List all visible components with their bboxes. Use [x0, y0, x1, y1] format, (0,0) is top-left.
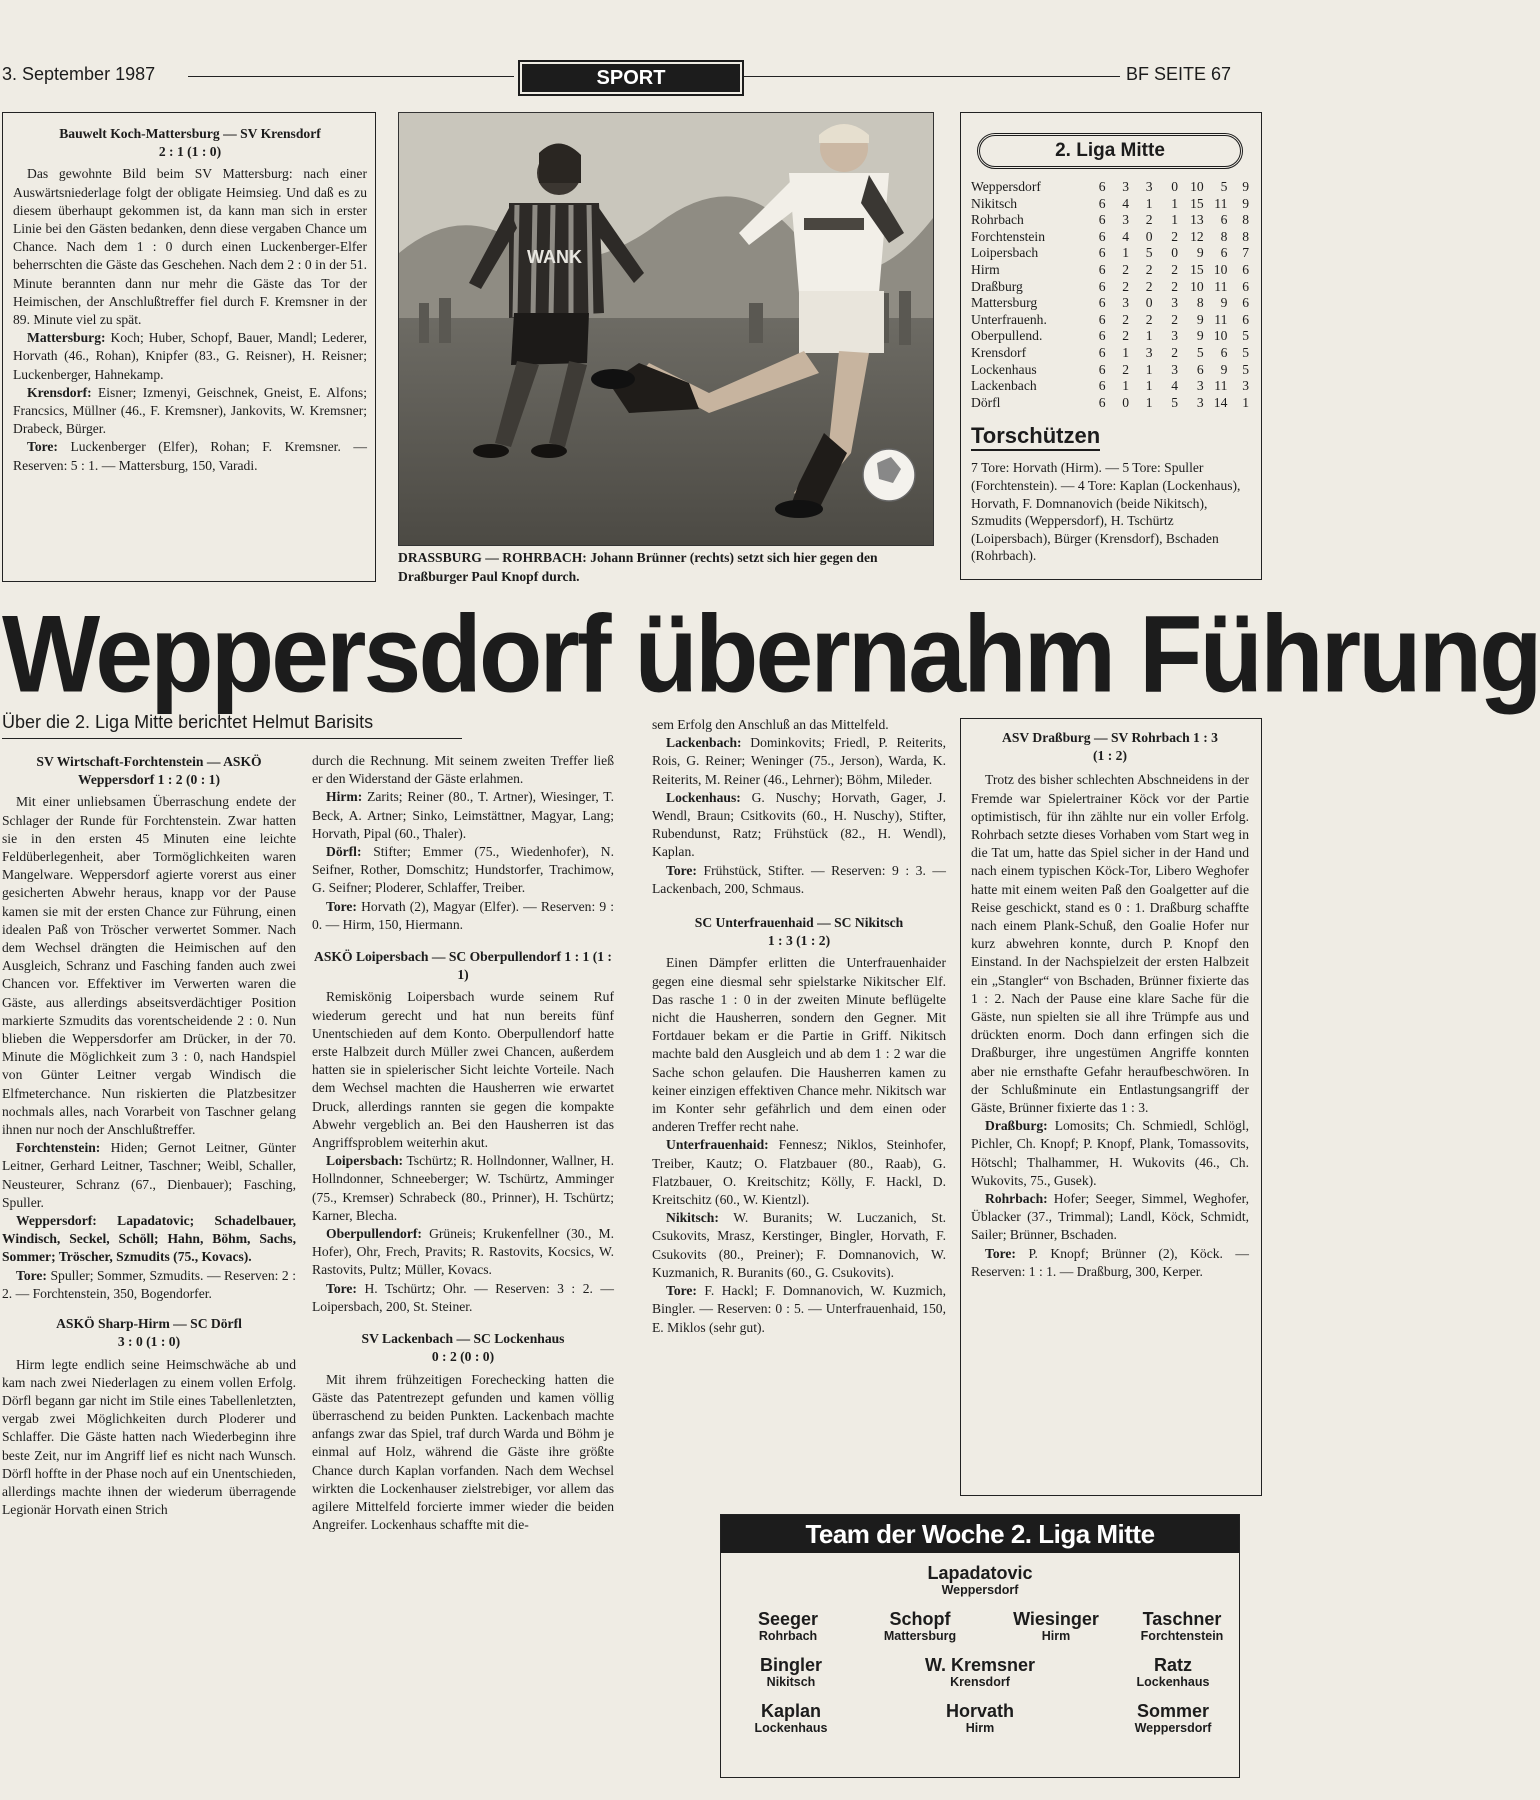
standings-value: 2	[1145, 278, 1153, 294]
team-player	[733, 1609, 843, 1644]
goals-label: Tore:	[985, 1245, 1016, 1261]
standings-team: Rohrbach	[971, 212, 1024, 228]
standings-value: 15	[1190, 195, 1204, 211]
standings-value: 3	[1196, 378, 1204, 394]
standings-value: 2	[1171, 344, 1179, 360]
lineup-label: Unterfrauenhaid:	[666, 1137, 769, 1153]
header-rule-left	[188, 76, 514, 77]
standings-row	[971, 362, 1249, 379]
standings-value: 6	[1220, 344, 1228, 360]
team-player-name: Sommer	[1136, 1701, 1210, 1721]
team-player	[1001, 1609, 1111, 1644]
standings-row	[971, 395, 1249, 412]
standings-box	[960, 112, 1262, 580]
standings-value: 9	[1242, 179, 1249, 194]
lineup-text: Dominkovits; Friedl, P. Reiterits, Rois, G. Reiner; Weninger (75., Jerson), Warda, K. Reiterits, M. Reiner (46., Lehrner); Böhm, Mileder.	[652, 735, 946, 787]
team-player-club: Mattersburg	[883, 1629, 957, 1643]
standings-value: 2	[1122, 361, 1130, 377]
team-player-name: Horvath	[945, 1701, 1014, 1721]
lineup-label: Rohrbach:	[985, 1191, 1048, 1207]
standings-value: 6	[1098, 179, 1106, 194]
goals-text: Frühstück, Stifter. — Reserven: 9 : 3. — Lackenbach, 200, Schmaus.	[652, 862, 946, 896]
match-photo	[398, 112, 934, 546]
standings-value: 5	[1196, 344, 1204, 360]
standings-value: 9	[1220, 295, 1228, 311]
standings-value: 2	[1145, 311, 1153, 327]
standings-value: 11	[1214, 278, 1228, 294]
standings-value: 6	[1098, 278, 1106, 294]
team-title: Team der Woche 2. Liga Mitte	[805, 1519, 1155, 1549]
lineup-label: Draßburg:	[985, 1118, 1048, 1134]
standings-value: 6	[1220, 212, 1228, 228]
match-score: 2 : 1 (1 : 0)	[158, 144, 222, 160]
team-player	[910, 1655, 1050, 1690]
standings-value: 6	[1098, 378, 1106, 394]
goals-label: Tore:	[16, 1267, 47, 1283]
goals-label: Tore:	[326, 1280, 357, 1296]
team-player	[865, 1609, 975, 1644]
standings-value: 5	[1242, 361, 1249, 377]
standings-row	[971, 179, 1249, 196]
standings-value: 1	[1171, 195, 1179, 211]
lineup-text: Fennesz; Niklos, Steinhofer, Treiber, Kautz; O. Flatzbauer (80., Raab), G. Flatzbauer, O. Kreitschitz; Kölly, F. Hackl, D. Kreitschitz (60., W. Kientzl).	[652, 1137, 946, 1208]
scorers-title: Torschützen	[971, 423, 1100, 451]
standings-row	[971, 312, 1249, 329]
team-player-club: Nikitsch	[766, 1675, 816, 1689]
standings-value: 11	[1214, 378, 1228, 394]
team-player-name: W. Kremsner	[924, 1655, 1036, 1675]
standings-row	[971, 212, 1249, 229]
match-body: Remiskönig Loipersbach wurde seinem Ruf wiederum gerecht und hat nun bereits fünf Unentschieden auf dem Konto. Oberpullendorf hatte erste Halbzeit durch Müller zwei Chancen, außerdem hatten sie in spielerischer Sicht leichte Vorteile. Nach dem Wechsel machten die Hausherren wie erwartet Druck, allerdings rannten sie gegen die kompakte Abwehr vergeblich an. Bei den Hausherren ist das Angriffsproblem weiterhin akut.	[312, 989, 614, 1151]
match-score: (1 : 2)	[1093, 748, 1127, 764]
header-date: 3. September 1987	[2, 64, 156, 84]
standings-value: 9	[1196, 328, 1204, 344]
team-player	[910, 1701, 1050, 1736]
standings-team: Forchtenstein	[971, 228, 1045, 244]
match-title: SC Unterfrauenhaid — SC Nikitsch	[694, 915, 904, 931]
standings-team: Krensdorf	[971, 344, 1027, 360]
standings-value: 1	[1242, 394, 1249, 410]
lineup-label: Forchtenstein:	[16, 1140, 101, 1156]
standings-team: Hirm	[971, 261, 1000, 277]
lineup-label: Oberpullendorf:	[326, 1226, 422, 1242]
standings-value: 6	[1098, 245, 1106, 261]
photo-caption: DRASSBURG — ROHRBACH: Johann Brünner (rechts) setzt sich hier gegen den Draßburger Paul Knopf durch.	[398, 550, 878, 584]
article-column-3	[652, 716, 946, 1337]
standings-value: 0	[1171, 179, 1179, 194]
team-player-club: Lockenhaus	[754, 1721, 828, 1735]
lineup-label: Lockenhaus:	[666, 789, 741, 805]
match-title: SV Wirtschaft-Forchtenstein — ASKÖ Weppersdorf 1 : 2 (0 : 1)	[36, 754, 262, 788]
match-title: ASV Draßburg — SV Rohrbach 1 : 3	[1002, 730, 1218, 745]
standings-value: 4	[1122, 195, 1130, 211]
standings-row	[971, 245, 1249, 262]
scorers-text: 7 Tore: Horvath (Hirm). — 5 Tore: Spuller (Forchtenstein). — 4 Tore: Kaplan (Lockenhaus), Horvath, F. Domnanovich (beide Nikitsch), Szmudits (Weppersdorf), H. Tschürtz (Loipersbach), Bürger (Krensdorf), Bschaden (Rohrbach).	[971, 460, 1241, 564]
team-title-bar	[721, 1515, 1239, 1553]
section-title: SPORT	[596, 67, 666, 89]
standings-value: 2	[1171, 311, 1179, 327]
team-player-club: Rohrbach	[758, 1629, 818, 1643]
match-body: Einen Dämpfer erlitten die Unterfrauenhaider gegen eine diesmal sehr spielstarke Nikitscher Elf. Das rasche 1 : 0 in der zweiten Minute beflügelte nicht die Hausherren, sondern den Gegner. Mit Fortdauer bekam er die Partie in Griff. Nikitsch machte bald den Ausgleich und ab dem 1 : 2 war die Sache schon gelaufen. Die Hausherren kamen zu keiner einzigen effektiven Chance mehr. Nikitsch war im Konter sehr gefährlich und dem einen oder anderen Treffer recht nahe.	[652, 955, 946, 1135]
match-report-drassburg-rohrbach	[960, 718, 1262, 1496]
standings-value: 6	[1098, 311, 1106, 327]
standings-value: 6	[1098, 195, 1106, 211]
lineup-text: G. Nuschy; Horvath, Gager, J. Wendl, Braun; Csitkovits (60., H. Nuschy), Stifter, Rubendunst, Ratz; Frühstück (82., H. Wendl), Kaplan.	[652, 789, 946, 860]
standings-value: 9	[1242, 195, 1249, 211]
goals-label: Tore:	[666, 1283, 697, 1299]
standings-value: 5	[1242, 344, 1249, 360]
standings-value: 3	[1171, 295, 1179, 311]
standings-value: 1	[1145, 195, 1153, 211]
lineup-text: Grüneis; Krukenfellner (30., M. Hofer), Ohr, Frech, Pravits; R. Rastovits, Kocsics, W. Rastovits, Pultz; Müller, Kovacs.	[312, 1226, 614, 1278]
team-player-name: Wiesinger	[1013, 1609, 1099, 1629]
goals-text: F. Hackl; F. Domnanovich, W. Kuzmich, Bingler. — Reserven: 0 : 5. — Unterfrauenhaid, 150, E. Miklos (sehr gut).	[652, 1283, 946, 1335]
standings-team: Lackenbach	[971, 378, 1037, 394]
team-player-club: Lockenhaus	[1136, 1675, 1210, 1689]
goals-text: H. Tschürtz; Ohr. — Reserven: 3 : 2. — Loipersbach, 200, St. Steiner.	[312, 1280, 614, 1314]
goals-text: Horvath (2), Magyar (Elfer). — Reserven: 9 : 0. — Hirm, 150, Hiermann.	[312, 898, 614, 932]
team-player-club: Hirm	[1041, 1629, 1071, 1643]
standings-value: 1	[1145, 394, 1153, 410]
lineup-text: Lomosits; Ch. Schmiedl, Schlögl, Pichler, Ch. Knopf; P. Knopf, Plank, Tomassovits, Hötschl; Thalhammer, H. Wukovits (46., Ch. Wukovits, 75., Gusek).	[971, 1118, 1249, 1188]
lineup-text: Koch; Huber, Schopf, Bauer, Mandl; Lederer, Horvath (46., Rohan), Knipfer (83., G. Reisner), H. Reisner; Luckenberger, Hahnekamp.	[13, 330, 367, 382]
lineup-label: Dörfl:	[326, 844, 362, 860]
match-title: ASKÖ Loipersbach — SC Oberpullendorf 1 : 1 (1 : 1)	[314, 949, 612, 983]
match-body: Hirm legte endlich seine Heimschwäche ab und kam nach zwei Niederlagen zu einem vollen Erfolg. Dörfl begann gar nicht im Stile eines Tabellenletzten, vergab zwei Möglichkeiten durch Ploderer und Schlaffer. Die Gäste hatten nach Wiederbeginn ihre beste Zeit, nur im Angriff lief es nicht nach Wunsch. Dörfl hoffte in der Phase noch auf ein Unentschieden, allerdings machte ihnen der wiederum überragende Legionär Horvath einen Strich	[2, 1356, 296, 1518]
lineup-text: Stifter; Emmer (75., Wiedenhofer), N. Seifner, Rother, Domschitz; Hundstorfer, Trachimow, G. Seifner; Ploderer, Schlaffer, Treiber.	[312, 844, 615, 896]
standings-team: Unterfrauenh.	[971, 311, 1047, 327]
standings-value: 3	[1145, 344, 1153, 360]
match-title: SV Lackenbach — SC Lockenhaus	[361, 1331, 565, 1347]
standings-value: 6	[1242, 278, 1249, 294]
standings-value: 2	[1145, 212, 1153, 228]
goals-text: Spuller; Sommer, Szmudits. — Reserven: 2 : 2. — Forchtenstein, 350, Bogendorfer.	[2, 1267, 296, 1301]
standings-value: 11	[1214, 311, 1228, 327]
goals-text: Luckenberger (Elfer), Rohan; F. Kremsner. — Reserven: 5 : 1. — Mattersburg, 150, Varadi.	[13, 439, 367, 473]
lineup-text: W. Buranits; W. Luczanich, St. Csukovits, Mrasz, Kerstinger, Bingler, Horvath, F. Csukovits (80., Preiner); F. Domnanovich, W. Kuzmanich, R. Buranits (60., G. Csukovits).	[652, 1210, 947, 1280]
match-body: Mit einer unliebsamen Überraschung endete der Schlager der Runde für Forchtenstein. Zwar hatten sie in den ersten 45 Minuten eine leichte Feldüberlegenheit, aber Tormöglichkeiten waren Mangelware. Weppersdorf agierte vorerst aus einer gesicherten Abwehr heraus, knapp vor der Pause kamen sie mit der ersten Chance zur Führung, einen idealen Paß von Tröscher verwertet Sommer. Nach dem Wechsel drängten die Heimischen auf den Ausgleich, Schranz und Fasching fanden auch zwei Chancen vor. Effektiver im Verwerten waren die Gäste, aus allerdings abseitsverdächtiger Position markierte Szmudits das vorentscheidende 2 : 0. Nun blieben die Weppersdorfer am Drücker, in der 70. Minute die Möglichkeit zum 3 : 0, nach Handspiel von Günter Leitner vergab Windisch die Elfmeterchance. Nun riskierten die Platzbesitzer nochmals alles, nach Vorarbeit von Taschner gelang ihnen nur noch der Anschlußtreffer.	[2, 794, 296, 1138]
team-player	[1103, 1701, 1243, 1736]
match-body: Mit ihrem frühzeitigen Forechecking hatten die Gäste das Patentrezept gefunden und kamen völlig überraschend zu beiden Punkten. Lackenbach machte anfangs zwar das Spiel, traf durch Warda und Böhm je einmal auf Holz, während die Gäste ihre größte Chance durch Kaplan vorfanden. Nach dem Wechsel wirkten die Lockenhauser zielstrebiger, vor allem das agilere Mittelfeld forcierte immer wieder die beiden Angreifer. Lockenhaus schaffte mit die-	[312, 1371, 614, 1533]
match-title: Bauwelt Koch-Mattersburg — SV Krensdorf	[59, 126, 321, 141]
match-score: 1 : 3 (1 : 2)	[767, 933, 831, 949]
team-player	[721, 1701, 861, 1736]
team-player-name: Ratz	[1153, 1655, 1192, 1675]
standings-row	[971, 279, 1249, 296]
lineup-text: Hiden; Gernot Leitner, Günter Leitner, Gerhard Leitner, Taschner; Weibl, Schaller, Neusteurer, Schranz (67., Dienbauer); Fasching, Spuller.	[2, 1140, 296, 1210]
standings-value: 13	[1190, 212, 1204, 228]
standings-value: 10	[1190, 179, 1204, 194]
team-player-name: Lapadatovic	[927, 1563, 1033, 1583]
standings-value: 1	[1145, 361, 1153, 377]
standings-row	[971, 378, 1249, 395]
standings-value: 1	[1122, 378, 1130, 394]
byline: Über die 2. Liga Mitte berichtet Helmut Barisits	[2, 712, 374, 732]
lineup-label: Hirm:	[326, 789, 363, 805]
standings-value: 6	[1098, 394, 1106, 410]
standings-value: 6	[1098, 361, 1106, 377]
standings-row	[971, 229, 1249, 246]
article-column-2	[312, 752, 614, 1534]
standings-value: 0	[1145, 228, 1153, 244]
team-player-club: Weppersdorf	[1134, 1721, 1212, 1735]
standings-value: 5	[1242, 328, 1249, 344]
article-column-1	[2, 745, 296, 1519]
standings-value: 2	[1171, 278, 1179, 294]
standings-value: 3	[1171, 361, 1179, 377]
lineup-text: Lapadatovic; Schadelbauer, Windisch, Seckel, Schöll; Hahn, Böhm, Sachs, Sommer; Tröscher, Szmudits (75., Kovacs).	[2, 1213, 296, 1265]
lineup-label: Weppersdorf:	[16, 1213, 97, 1229]
standings-value: 2	[1122, 278, 1130, 294]
standings-value: 10	[1213, 328, 1228, 344]
standings-value: 6	[1242, 311, 1249, 327]
byline-rule	[2, 738, 462, 739]
jersey-text: WANK	[527, 247, 582, 267]
standings-value: 1	[1145, 328, 1153, 344]
standings-value: 1	[1171, 212, 1179, 228]
team-player-club: Weppersdorf	[941, 1583, 1019, 1597]
standings-value: 3	[1122, 179, 1130, 194]
header-rule-right	[744, 76, 1120, 77]
standings-value: 3	[1122, 295, 1130, 311]
team-player-club: Krensdorf	[950, 1675, 1010, 1689]
match-body-continued: durch die Rechnung. Mit seinem zweiten Treffer ließ er den Widerstand der Gäste erlahmen.	[312, 753, 614, 787]
standings-value: 6	[1220, 245, 1228, 261]
lineup-text: Eisner; Izmenyi, Geischnek, Gneist, E. Alfons; Francsics, Müllner (46., F. Kremsner), Jankovits, W. Kremsner; Drabeck, Bürger.	[13, 384, 367, 437]
standings-value: 8	[1220, 228, 1228, 244]
standings-row	[971, 328, 1249, 345]
lineup-text: Zarits; Reiner (80., T. Artner), Wiesinger, T. Beck, A. Artner; Sinko, Leimstättner, Magyar, Lang; Horvath, Pipal (60., Thaler).	[312, 789, 614, 841]
team-player-name: Seeger	[757, 1609, 819, 1629]
standings-value: 6	[1098, 344, 1106, 360]
standings-value: 8	[1196, 295, 1204, 311]
match-body: Das gewohnte Bild beim SV Mattersburg: nach einer Auswärtsniederlage folgt der obligate Heimsieg. Und daß es zu diesem überhaupt gekommen ist, da kann man sich in erster Linie bei den Gästen bedanken, denn diese vergaben Chance um Chance. Nach dem 1 : 0 durch einen Luckenberger-Elfer beherrschten die Gäste das Geschehen. Nach dem 2 : 0 in der 51. Minute berannten dann nur mehr die Gäste das Tor der Heimischen, der Anschlußtreffer fiel durch F. Kremsner in der 89. Minute viel zu spät.	[13, 166, 367, 328]
standings-value: 3	[1122, 212, 1130, 228]
match-body-continued: sem Erfolg den Anschluß an das Mittelfeld.	[652, 717, 889, 732]
standings-value: 8	[1242, 212, 1249, 228]
goals-text: P. Knopf; Brünner (2), Köck. — Reserven: 1 : 1. — Draßburg, 300, Kerper.	[971, 1245, 1250, 1279]
standings-value: 6	[1098, 228, 1106, 244]
standings-table	[971, 179, 1249, 411]
standings-value: 5	[1220, 179, 1228, 194]
standings-value: 9	[1196, 245, 1204, 261]
header-page-number: BF SEITE 67	[1126, 64, 1232, 84]
lineup-label: Loipersbach:	[326, 1153, 404, 1169]
team-player-club: Forchtenstein	[1140, 1629, 1224, 1643]
team-player-name: Bingler	[759, 1655, 822, 1675]
standings-value: 1	[1145, 378, 1153, 394]
standings-value: 6	[1098, 212, 1106, 228]
standings-value: 8	[1242, 228, 1249, 244]
standings-value: 6	[1098, 261, 1106, 277]
team-player	[910, 1563, 1050, 1598]
standings-team: Loipersbach	[971, 245, 1039, 261]
standings-value: 9	[1220, 361, 1228, 377]
team-player-name: Schopf	[889, 1609, 951, 1629]
main-headline: Weppersdorf übernahm Führung	[2, 594, 1540, 716]
team-of-the-week	[720, 1514, 1240, 1778]
standings-value: 10	[1190, 278, 1204, 294]
standings-value: 2	[1171, 228, 1179, 244]
standings-value: 11	[1214, 195, 1228, 211]
standings-value: 2	[1122, 261, 1130, 277]
standings-value: 14	[1213, 394, 1228, 410]
standings-value: 6	[1098, 328, 1106, 344]
standings-value: 3	[1242, 378, 1249, 394]
standings-value: 15	[1190, 261, 1204, 277]
standings-value: 12	[1190, 228, 1204, 244]
standings-team: Nikitsch	[971, 195, 1018, 211]
standings-value: 3	[1171, 328, 1179, 344]
standings-value: 5	[1145, 245, 1153, 261]
standings-value: 0	[1171, 245, 1179, 261]
match-title: ASKÖ Sharp-Hirm — SC Dörfl	[56, 1316, 242, 1332]
lineup-text: Tschürtz; R. Hollndonner, Wallner, H. Hollndonner, Schneeberger; W. Tschürtz, Amminger (75., Kremser) Schrabeck (80., Prinner), H. Tschürtz; Karner, Blecha.	[312, 1153, 614, 1223]
standings-row	[971, 262, 1249, 279]
standings-value: 6	[1242, 295, 1249, 311]
standings-team: Draßburg	[971, 278, 1023, 294]
section-badge	[518, 60, 744, 96]
standings-value: 10	[1213, 261, 1228, 277]
standings-value: 9	[1196, 311, 1204, 327]
standings-team: Oberpullend.	[971, 328, 1043, 344]
team-player	[721, 1655, 861, 1690]
standings-value: 2	[1171, 261, 1179, 277]
lineup-label: Lackenbach:	[666, 735, 742, 751]
standings-value: 4	[1122, 228, 1130, 244]
standings-value: 3	[1145, 179, 1153, 194]
standings-value: 4	[1171, 378, 1179, 394]
team-player-club: Hirm	[965, 1721, 995, 1735]
match-score: 3 : 0 (1 : 0)	[117, 1334, 181, 1350]
standings-value: 2	[1122, 328, 1130, 344]
lineup-text: Hofer; Seeger, Simmel, Weghofer, Üblacker (37., Trimmal); Landl, Köck, Schmidt, Sailer; Brünner, Bschaden.	[971, 1191, 1249, 1243]
standings-row	[971, 196, 1249, 213]
match-score: 0 : 2 (0 : 0)	[431, 1349, 495, 1365]
lineup-label: Krensdorf:	[27, 384, 92, 400]
standings-team: Weppersdorf	[971, 179, 1041, 194]
standings-title: 2. Liga Mitte	[977, 133, 1243, 169]
team-player-name: Taschner	[1142, 1609, 1222, 1629]
match-report-mattersburg-krensdorf	[2, 112, 376, 582]
standings-team: Lockenhaus	[971, 361, 1037, 377]
goals-label: Tore:	[27, 439, 58, 455]
goals-label: Tore:	[666, 862, 697, 878]
standings-value: 2	[1145, 261, 1153, 277]
standings-value: 1	[1122, 344, 1130, 360]
standings-team: Dörfl	[971, 394, 1001, 410]
standings-value: 5	[1171, 394, 1179, 410]
standings-value: 7	[1242, 245, 1249, 261]
team-player-name: Kaplan	[760, 1701, 821, 1721]
lineup-label: Mattersburg:	[27, 330, 106, 346]
standings-row	[971, 295, 1249, 312]
standings-value: 0	[1122, 394, 1130, 410]
standings-value: 3	[1196, 394, 1204, 410]
standings-value: 1	[1122, 245, 1130, 261]
standings-value: 2	[1122, 311, 1130, 327]
standings-team: Mattersburg	[971, 295, 1038, 311]
team-player	[1103, 1655, 1243, 1690]
standings-value: 6	[1196, 361, 1204, 377]
team-player	[1127, 1609, 1237, 1644]
standings-value: 6	[1098, 295, 1106, 311]
goals-label: Tore:	[326, 898, 357, 914]
standings-value: 6	[1242, 261, 1249, 277]
standings-row	[971, 345, 1249, 362]
standings-value: 0	[1145, 295, 1153, 311]
match-body: Trotz des bisher schlechten Abschneidens in der Fremde war Spielertrainer Köck vor der Partie optimistisch, für ihn zählte nur ein voller Erfolg. Rohrbach setzte dieses Vorhaben vom Start weg in die Tat um, hatte das Spiel sicher in der Hand und nach einem typischen Köck-Tor, Libero Weghofer hatte mit einem weiten Paß den Goalgetter auf die Reise geschickt, stand es 0 : 1. Draßburg schaffte nach einem Plank-Schuß, den Goalie Hofer nur kurz abwehren konnte, durch P. Knopf den Einstand. In der Nachspielzeit der ersten Halbzeit ein „Stangler“ von Bschaden, Brünner fixierte das 1 : 2. Nach der Pause eine klare Sache für die Gäste, nun spielten sie all ihre Trümpfe aus und drückten enorm. Doch dann erfingen sich die Draßburger, ihre ungestümen Angriffe konnten aber nie ernsthafte Gefahr heraufbeschwören. In der Schlußminute ein Entlastungsangriff der Gäste, Brünner fixierte das 1 : 3.	[971, 772, 1249, 1116]
lineup-label: Nikitsch:	[666, 1210, 719, 1226]
photo-illustration	[399, 113, 933, 545]
